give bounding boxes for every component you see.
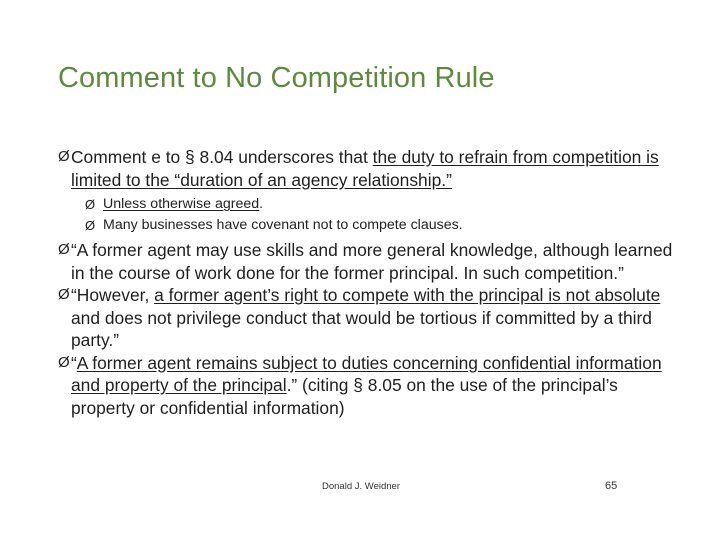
sub-bullet-2-text: Many businesses have covenant not to compete clauses. (103, 217, 463, 233)
bullet-1-text-underlined: the duty to refrain from competition is limited to the “duration of an agency relationship.” (71, 147, 659, 190)
arrow-bullet-icon: Ø (58, 353, 70, 371)
bullet-2-text: “A former agent may use skills and more general knowledge, although learned in the course of work done for the former principal. In such competition.” (71, 240, 673, 283)
arrow-bullet-icon: Ø (58, 148, 70, 165)
bullet-4-text-lead: “ (71, 352, 77, 373)
arrow-bullet-icon: Ø (85, 218, 96, 233)
bullet-4 (58, 352, 678, 420)
bullet-2 (58, 239, 678, 284)
footer-author: Donald J. Weidner (322, 481, 400, 492)
sub-bullet-2 (85, 215, 678, 236)
bullet-3-text-lead: “However, (71, 285, 155, 305)
bullet-3-text-underlined: a former agent’s right to compete with the principal is not absolute (154, 285, 661, 305)
bullet-3-text-tail: and does not privilege conduct that would be tortious if committed by a third party.” (71, 307, 652, 350)
arrow-bullet-icon: Ø (58, 286, 70, 303)
slide-title: Comment to No Competition Rule (58, 62, 495, 94)
bullet-4-text-underlined: A former agent remains subject to duties concerning confidential information and property of the principal (71, 352, 662, 395)
sub-bullet-1 (85, 194, 678, 215)
slide-content (58, 146, 678, 419)
sub-bullet-1-text-tail: . (259, 196, 264, 212)
arrow-bullet-icon: Ø (85, 197, 96, 212)
sub-bullet-1-text-underlined: Unless otherwise agreed (103, 196, 260, 212)
bullet-1-subpoints (58, 194, 678, 236)
arrow-bullet-icon: Ø (58, 241, 70, 258)
bullet-3 (58, 284, 678, 352)
bullet-1-text-lead: Comment e to § 8.04 underscores that (71, 147, 373, 167)
page-number: 65 (605, 480, 618, 492)
bullet-4-text-tail: .” (citing § 8.05 on the use of the principal’s property or confidential information) (71, 375, 618, 418)
bullet-1 (58, 146, 678, 191)
